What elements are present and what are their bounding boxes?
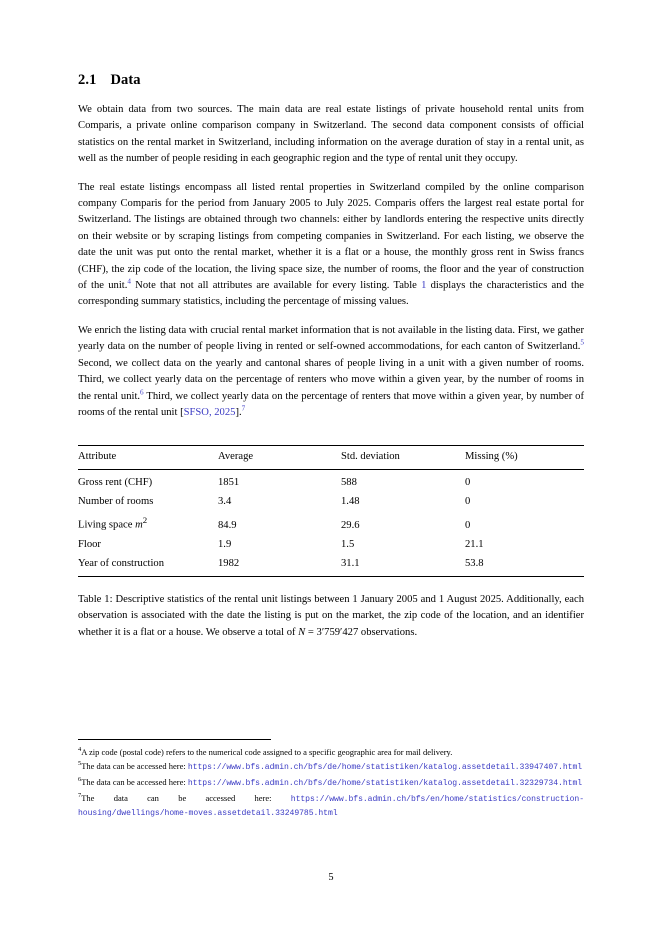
column-header-missing: Missing (%)	[465, 451, 518, 463]
footnote-5-text: The data can be accessed here:	[81, 760, 188, 771]
cell-missing: 0	[465, 496, 471, 508]
cell-missing: 53.8	[465, 557, 484, 569]
observation-count-symbol: N	[298, 626, 306, 638]
paragraph-listings-text-b: Note that not all attributes are available for every listing. Table	[130, 280, 422, 292]
column-header-attribute: Attribute	[78, 451, 117, 463]
footnote-6-marker: 6	[78, 775, 82, 783]
cell-attribute-superscript: 2	[142, 515, 148, 526]
footnote-marker-5[interactable]: 5	[580, 338, 584, 347]
footnote-7-marker: 7	[78, 791, 82, 799]
cell-attribute: Floor	[78, 538, 101, 550]
footnote-separator-rule	[78, 739, 271, 740]
footnote-marker-4[interactable]: 4	[127, 277, 131, 286]
table-caption-text-a: Descriptive statistics of the rental unit listings between 1 January 2005 and 1 August 2025. Additionally, each observation is associated with the date the listing is put on the market, the zip code of the location, and an identifier whether it is a flat or a house. We observe a total of	[78, 593, 585, 638]
table-row	[78, 535, 584, 554]
cell-average: 1982	[218, 557, 240, 569]
cell-std: 1.48	[341, 496, 360, 508]
table-body	[78, 470, 584, 576]
cell-attribute: Number of rooms	[78, 496, 154, 508]
paragraph-sources	[78, 89, 584, 168]
cell-attribute-label: Living space	[78, 519, 136, 531]
cell-std: 1.5	[341, 538, 355, 550]
footnote-4	[78, 744, 584, 758]
footnotes-section	[78, 739, 584, 821]
cell-average: 1851	[218, 477, 240, 489]
footnote-4-text: A zip code (postal code) refers to the numerical code assigned to a specific geographic area for mail delivery.	[81, 746, 453, 757]
footnote-4-marker: 4	[78, 745, 82, 753]
descriptive-statistics-body	[78, 470, 584, 576]
table-caption-text-c: observations.	[358, 626, 418, 638]
table-caption	[78, 577, 584, 641]
paragraph-enrichment	[78, 311, 584, 421]
cell-attribute	[78, 511, 218, 535]
column-header-average: Average	[218, 451, 254, 463]
table-header	[78, 446, 584, 469]
cell-std: 31.1	[341, 557, 360, 569]
footnote-7	[78, 790, 584, 821]
cell-attribute: Gross rent (CHF)	[78, 477, 153, 489]
footnote-6-url[interactable]: https://www.bfs.admin.ch/bfs/de/home/statistiken/katalog.assetdetail.32329734.html	[187, 778, 583, 788]
paragraph-sources-text: We obtain data from two sources. The main data are real estate listings of private household rental units from Comparis, a private online comparison company in Switzerland. The second data component consists of official statistics on the rental market in Switzerland, including information on the average duration of stay in a rental unit, as well as the number of people residing in each geographic region and the type of rental unit they occupy.	[78, 104, 584, 165]
descriptive-statistics-table	[78, 446, 584, 469]
cell-attribute: Year of construction	[78, 557, 165, 569]
descriptive-statistics-table-container	[78, 445, 584, 577]
footnote-6	[78, 774, 584, 790]
cell-average: 3.4	[218, 496, 232, 508]
section-number: 2.1	[78, 72, 97, 88]
paragraph-enrichment-text-c: Third, we collect yearly data on the percentage of renters that move within a given year, by number of rooms of the rental unit [	[78, 390, 584, 418]
page-content	[78, 0, 584, 936]
section-heading	[78, 0, 584, 89]
table-row	[78, 492, 584, 511]
column-header-std-deviation: Std. deviation	[341, 451, 400, 463]
table-reference-link[interactable]: 1	[421, 280, 427, 292]
cell-std: 588	[341, 477, 357, 489]
table-row	[78, 470, 584, 492]
observation-count-value: 3′759′427	[316, 626, 359, 638]
cell-average: 1.9	[218, 538, 232, 550]
citation-sfso-link[interactable]: SFSO, 2025	[183, 406, 236, 418]
paragraph-enrichment-text-d: ].	[235, 406, 242, 418]
cell-missing: 0	[465, 477, 471, 489]
cell-missing: 21.1	[465, 538, 484, 550]
footnote-marker-6[interactable]: 6	[140, 387, 144, 396]
cell-std: 29.6	[341, 519, 360, 531]
table-caption-text-b: =	[305, 626, 317, 638]
page-number: 5	[328, 872, 334, 883]
footnote-5-url[interactable]: https://www.bfs.admin.ch/bfs/de/home/statistiken/katalog.assetdetail.33947407.html	[187, 762, 583, 772]
paragraph-enrichment-text-a: We enrich the listing data with crucial rental market information that is not available in the listing data. First, we gather yearly data on the number of people living in rented or self-owned accommodations, for each canton of Switzerland.	[78, 324, 584, 353]
table-header-row	[78, 446, 584, 469]
table-row	[78, 554, 584, 576]
table-caption-label: Table 1:	[78, 593, 113, 605]
section-title: Data	[110, 72, 141, 88]
footnote-7-text: The data can be accessed here:	[81, 792, 291, 803]
footnote-6-text: The data can be accessed here:	[81, 776, 188, 787]
cell-average: 84.9	[218, 519, 237, 531]
footnote-5	[78, 758, 584, 774]
footnote-7-url[interactable]: https://www.bfs.admin.ch/bfs/en/home/statistics/construction-housing/dwellings/home-moves.assetdetail.33249785.html	[78, 794, 584, 819]
cell-attribute-math: m	[135, 519, 143, 531]
footnote-marker-7[interactable]: 7	[241, 404, 246, 413]
paragraph-listings-text-c: displays the characteristics and the corresponding summary statistics, including the percentage of missing values.	[78, 280, 584, 308]
paragraph-listings-text-a: The real estate listings encompass all listed rental properties in Switzerland compiled by the online comparison company Comparis for the period from January 2005 to July 2025. Comparis offers the largest real estate portal for Switzerland. The listings are obtained through two channels: either by landlords entering the respective units directly on their website or by scraping listings from competing companies in Switzerland. For each listing, we observe the date the unit was put onto the rental market, whether it is a flat or a house, the monthly gross rent in Swiss francs (CHF), the zip code of the location, the living space size, the number of rooms, the floor and the year of construction of the unit.	[78, 181, 584, 292]
footnote-5-marker: 5	[78, 759, 82, 767]
table-row	[78, 511, 584, 535]
paragraph-enrichment-text-b: Second, we collect data on the yearly and cantonal shares of people living in a unit with a given number of rooms. Third, we collect yearly data on the percentage of renters who move within a given year, by the number of rooms in the rental unit.	[78, 357, 584, 402]
cell-missing: 0	[465, 519, 471, 531]
paragraph-listings	[78, 168, 584, 311]
